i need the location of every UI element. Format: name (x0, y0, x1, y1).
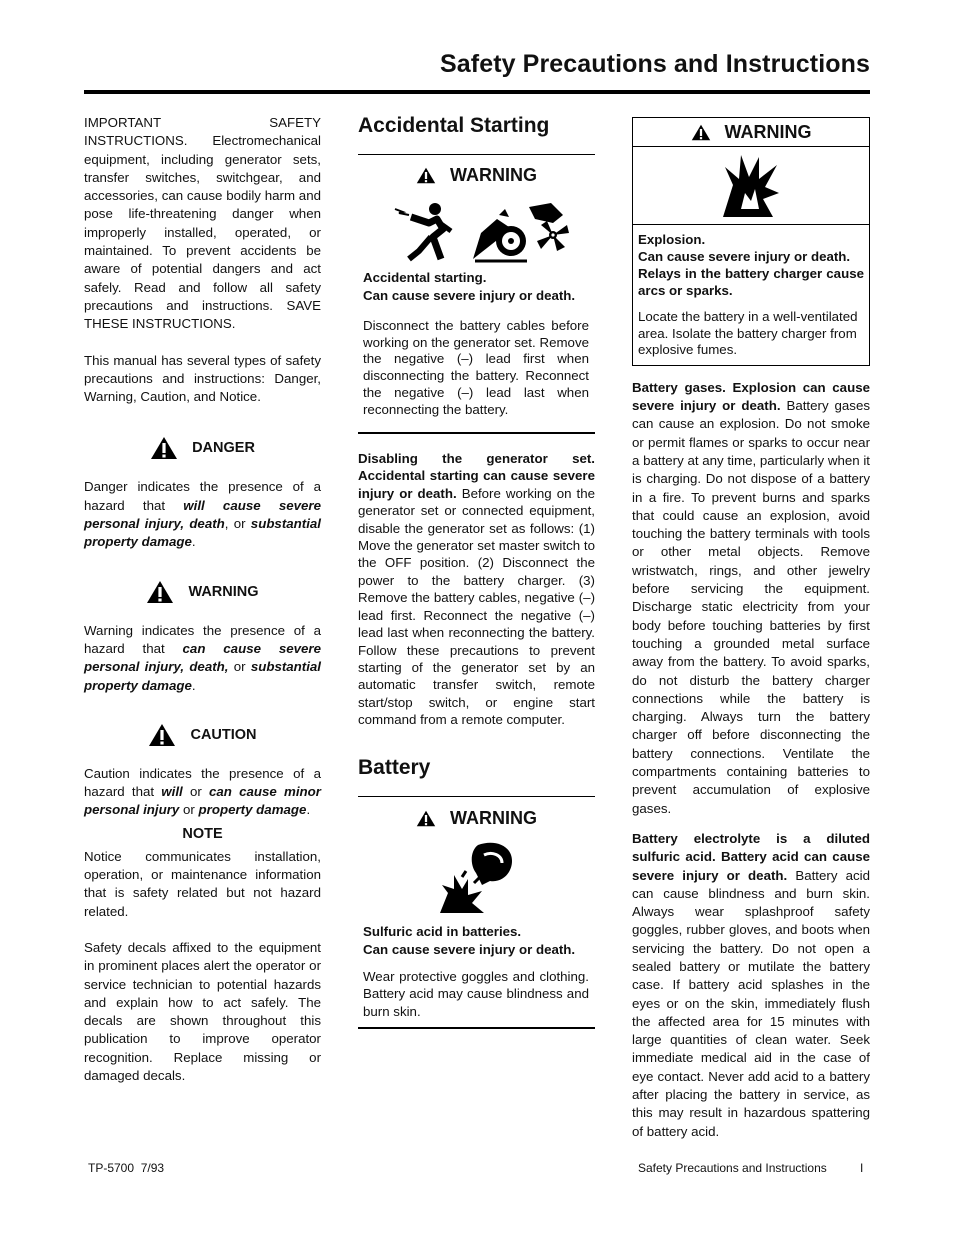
footer-page-number: I (860, 1161, 864, 1175)
warning-label: WARNING (450, 164, 537, 185)
section-rule (358, 432, 595, 434)
warning-icon (416, 810, 436, 827)
accidental-hazard-subtitle: Can cause severe injury or death. (363, 288, 576, 304)
decals-paragraph: Safety decals affixed to the equipment in prominent places alert the operator or service technician to potential hazards and explain how to act safely. The decals are shown throughout this publication to improve operator recognition. Replace missing or damaged decals. (84, 939, 321, 1083)
warning-signal (84, 574, 321, 610)
accidental-starting-heading: Accidental Starting (358, 114, 550, 137)
warning-label: WARNING (724, 121, 812, 142)
explosion-pictogram (633, 147, 869, 225)
caution-icon (148, 723, 176, 747)
page-title: Safety Precautions and Instructions (440, 50, 870, 78)
battery-heading: Battery (358, 755, 431, 779)
intro-paragraph: IMPORTANT SAFETY INSTRUCTIONS. Electromechanical equipment, including generator sets, transfer switches, switchgear, and accessories, can cause bodily harm and pose life-threatening danger when improperly installed, operated, or maintained. To prevent accidents be aware of potential dangers and act safely. Read and follow all safety precautions and instructions. SAVE THESE INSTRUCTIONS. (84, 115, 321, 332)
explosion-title: Explosion. (638, 232, 706, 247)
danger-definition: Danger indicates the presence of a hazard that will cause severe personal injury, death, or substantial property damage. (84, 479, 321, 550)
caution-label: CAUTION (190, 726, 257, 743)
disabling-generator-paragraph: Disabling the generator set. Accidental starting can cause severe injury or death. Before working on the generator set or connected equipment, disable the generator set as follows: (1) Move the generator set master switch to the OFF position. (2) Disconnect the power to the battery charger. (3) Remove the battery cables, negative (–) lead first. Reconnect the negative (–) lead last when reconnecting the battery. Follow these precautions to prevent starting of the generator set by an automatic transfer switch, remote start/stop switch, or engine start command from a remote computer. (358, 451, 596, 728)
battery-gases-paragraph: Battery gases. Explosion can cause severe injury or death. Battery gases can cause an explosion. Do not smoke or permit flames or sparks to occur near a battery at any time, particularly when it is charging. Do not dispose of a battery in a fire. To prevent burns and sparks that could cause an explosion, avoid touching the battery terminals with tools or other metal objects. Remove wristwatch, rings, and other jewelry before servicing the equipment. Discharge static electricity from your body before touching batteries by first touching a grounded metal surface away from the battery. To avoid sparks, do not disturb the battery charger connections while the battery is charging. Always turn the battery charger off before disconnecting the battery connections. Ventilate the compartments containing batteries to prevent accumulation of explosive gases. (632, 379, 871, 816)
warning-definition: Warning indicates the presence of a hazard that can cause severe personal injury, death, or substantial property damage. (84, 622, 322, 693)
battery-hazard-subtitle: Can cause severe injury or death. (363, 941, 576, 957)
warning-label: WARNING (450, 808, 537, 829)
title-rule (84, 90, 870, 94)
acid-splash-icon (432, 839, 522, 917)
accidental-hazard-text: Disconnect the battery cables before working on the generator set. Remove the negative (–) lead first when disconnecting the battery. Reconnect the negative (–) lead last when reconnecting the battery. (363, 317, 589, 418)
battery-hazard-title: Sulfuric acid in batteries. (363, 923, 522, 939)
warning-icon (416, 167, 436, 184)
footer-section-title: Safety Precautions and Instructions (638, 1161, 827, 1175)
danger-signal (84, 430, 321, 466)
explosion-warning-box (632, 117, 870, 366)
battery-acid-pictogram (358, 839, 595, 917)
warning-icon (146, 580, 174, 604)
electric-shock-moving-parts-icon (377, 197, 577, 263)
explosion-warning-signal (633, 118, 869, 147)
explosion-icon (719, 151, 783, 221)
section-rule (358, 154, 595, 155)
note-definition: Notice communicates installation, operation, or maintenance information that is safety related but not hazard related. (84, 848, 321, 919)
battery-electrolyte-paragraph: Battery electrolyte is a diluted sulfuric acid. Battery acid can cause severe injury or death. Battery acid can cause blindness and burn skin. Always wear splashproof safety goggles, rubber gloves, and boots when servicing the battery. Do not open a sealed battery or mutilate the battery case. If battery acid splashes in the eyes or on the skin, immediately flush the affected area for 15 minutes with large quantities of clean water. Seek immediate medical aid in the case of eye contact. Never add acid to a battery after placing the battery in service, as this may result in hazardous spattering of battery acid. (632, 830, 871, 1139)
danger-icon (150, 436, 178, 460)
section-rule (358, 1027, 595, 1029)
column-left (84, 114, 321, 1085)
explosion-cause: Relays in the battery charger cause arcs or sparks. (638, 266, 864, 298)
accidental-hazard-title: Accidental starting. (363, 270, 487, 285)
section-rule (358, 796, 595, 797)
battery-warning-signal (358, 801, 595, 837)
accidental-starting-pictogram (358, 197, 595, 263)
warning-label: WARNING (188, 583, 259, 600)
explosion-text: Locate the battery in a well-ventilated area. Isolate the battery charger from explosive fumes. (638, 309, 858, 358)
caution-signal (84, 717, 321, 753)
accidental-warning-signal (358, 157, 595, 193)
danger-label: DANGER (192, 440, 255, 457)
warning-icon (691, 124, 711, 141)
column-middle (358, 114, 595, 1029)
battery-hazard-text: Wear protective goggles and clothing. Battery acid may cause blindness and burn skin. (363, 969, 589, 1019)
explosion-subtitle: Can cause severe injury or death. (638, 249, 851, 264)
footer-doc-number: TP-5700 7/93 (88, 1161, 165, 1175)
column-right (632, 117, 870, 1141)
caution-definition: Caution indicates the presence of a hazard that will or can cause minor personal injury or property damage. (84, 765, 321, 818)
note-label: NOTE (182, 825, 223, 842)
intro-types-paragraph: This manual has several types of safety precautions and instructions: Danger, Warning, Caution, and Notice. (84, 352, 321, 405)
